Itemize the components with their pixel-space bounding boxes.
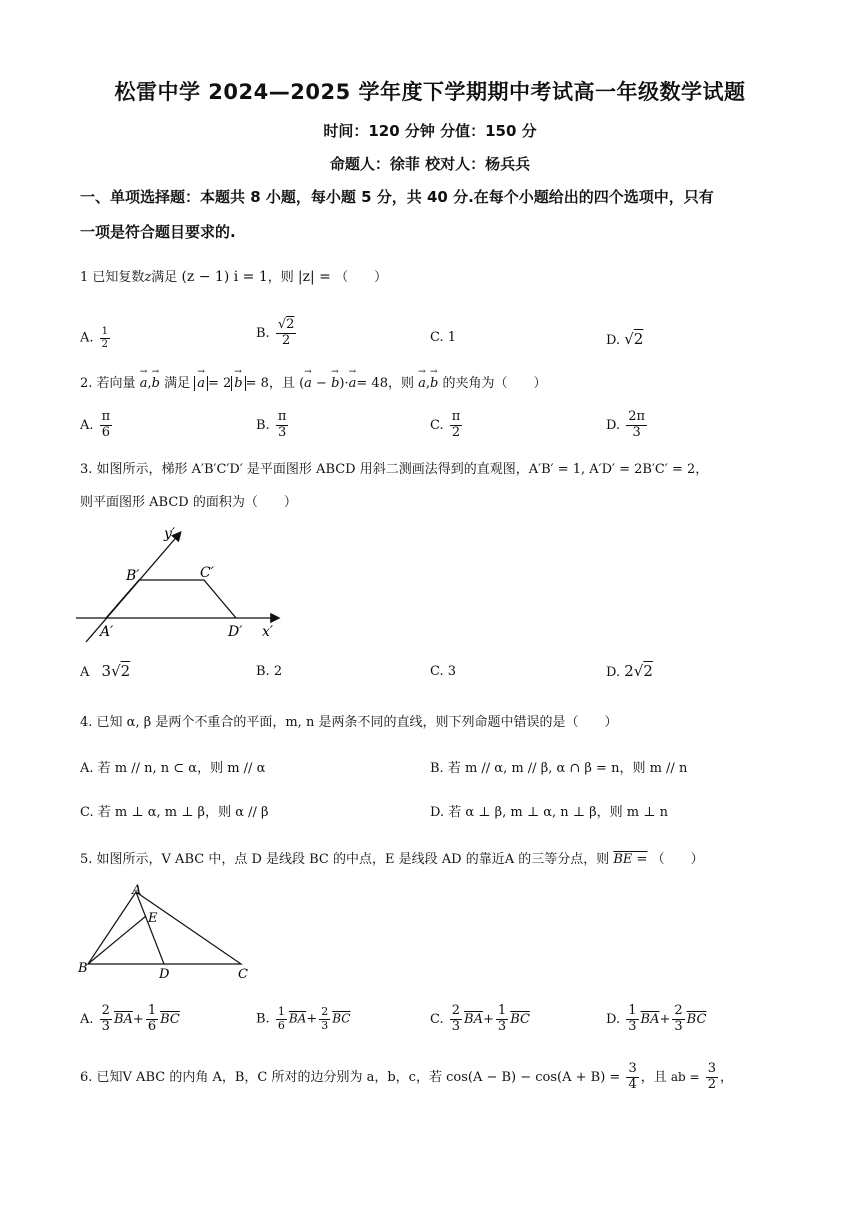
q1-option-d[interactable]: D. √2 xyxy=(606,330,644,348)
question-6: 6. 已知V ABC 的内角 A，B，C 所对的边分别为 a，b，c，若 cos(A − B) − cos(A + B) = $\frac{3}{4}$ ，且 ab = $\frac{3}{2}$ ， xyxy=(80,1061,734,1092)
option-label: B. xyxy=(256,417,270,433)
q5-triangle-figure xyxy=(76,882,266,982)
question-1 xyxy=(80,266,800,285)
q2-b-fraction: $\frac{\pi}{3}$ xyxy=(277,409,287,440)
q6-ab: ab = xyxy=(670,1069,700,1084)
trapezoid xyxy=(106,580,236,618)
label-a: A′ xyxy=(100,624,114,640)
q2-text: 若向量 xyxy=(96,376,136,391)
q5-target: BE = xyxy=(613,852,648,867)
q2-eq3: = 48 xyxy=(356,376,388,391)
q6-text: 6. 已知V ABC 的内角 A，B，C 所对的边分别为 a，b，c，若 cos(A − B) − cos(A + B) = xyxy=(80,1069,621,1085)
q3-option-a[interactable]: A 3√2 xyxy=(80,662,131,680)
option-label: B. xyxy=(256,325,270,341)
option-label: D. xyxy=(606,665,621,680)
q3-option-c[interactable]: C. 3 xyxy=(430,664,457,679)
q1-option-c[interactable]: C. 1 xyxy=(430,330,457,345)
option-label: A. xyxy=(80,417,94,433)
label-c: C xyxy=(238,967,248,982)
triangle-abc xyxy=(88,892,241,964)
question-3-line1: 3. 如图所示，梯形 A′B′C′D′ 是平面图形 ABCD 用斜二测画法得到的直观图，A′B′ = 1, A′D′ = 2B′C′ = 2， xyxy=(80,462,709,477)
q2-option-a[interactable] xyxy=(80,410,114,441)
q1-a-fraction: $\frac{1}{2}$ xyxy=(101,326,109,350)
q1-number: 1 xyxy=(80,270,89,285)
question-2: 2. 若向量 → a,→ b 满足 → a = 2 → b = 8，且 (→ a − → b)·→ a= 48，则 → a,→ b 的夹角为（ ） xyxy=(80,372,800,391)
q1-text-b: 满足 xyxy=(151,270,178,285)
time-score: 时间：120 分钟 分值：150 分 xyxy=(323,122,537,140)
q2-number: 2. xyxy=(80,376,93,391)
q3-option-b[interactable]: B. 2 xyxy=(256,664,283,679)
q4-option-b[interactable]: B. 若 m // α, m // β, α ∩ β = n，则 m // n xyxy=(430,761,688,776)
q5-option-c[interactable]: C. $\frac{2}{3}$ $\overline{BA}+$ $\frac{1}{3}$ $\overline{BC}$ xyxy=(430,1003,530,1034)
q5-option-d[interactable]: D. $\frac{1}{3}$ $\overline{BA}+$ $\frac{2}{3}$ $\overline{BC}$ xyxy=(606,1003,707,1034)
q2-a-fraction: $\frac{\pi}{6}$ xyxy=(101,409,111,440)
label-b: B xyxy=(78,961,88,976)
option-label: D. xyxy=(606,1011,621,1027)
q2-text-d: ，则 xyxy=(387,376,414,391)
q3-trapezoid-figure xyxy=(76,520,286,645)
q2-text-e: 的夹角为（ ） xyxy=(442,376,547,391)
option-label: D. xyxy=(606,417,621,433)
q2-text-b: 满足 xyxy=(164,376,191,391)
q1-text-c: ，则 xyxy=(267,270,294,285)
question-4: 4. 已知 α, β 是两个不重合的平面，m, n 是两条不同的直线，则下列命题中错误的是（ ） xyxy=(80,715,618,730)
q2-eq1: = 2 xyxy=(208,376,232,391)
q3-option-d[interactable]: D. 2√2 xyxy=(606,662,653,680)
label-y: y′ xyxy=(164,526,176,542)
q1-equation: (z − 1) i = 1 xyxy=(181,269,268,285)
q4-option-a[interactable]: A. 若 m // n, n ⊂ α，则 m // α xyxy=(80,761,266,776)
option-label: A. xyxy=(80,330,94,346)
q2-option-b[interactable] xyxy=(256,410,290,441)
label-x: x′ xyxy=(262,624,274,640)
label-e: E xyxy=(148,911,158,926)
q5-paren: （ ） xyxy=(651,852,704,867)
q5-text: 5. 如图所示，V ABC 中，点 D 是线段 BC 的中点，E 是线段 AD 的靠近A 的三等分点，则 xyxy=(80,852,610,867)
label-d: D xyxy=(159,967,170,982)
q2-option-c[interactable] xyxy=(430,410,464,441)
q1-paren: （ ） xyxy=(335,270,388,285)
segment-be xyxy=(88,916,146,964)
q6-text-b: ，且 xyxy=(640,1069,667,1085)
section-heading-line1: 一、单项选择题：本题共 8 小题，每小题 5 分，共 40 分.在每个小题给出的四个选项中，只有 xyxy=(80,188,714,206)
option-label: C. xyxy=(430,417,444,433)
section-heading-line2: 一项是符合题目要求的. xyxy=(80,223,236,241)
section-heading xyxy=(80,182,780,247)
q4-option-d[interactable]: D. 若 α ⊥ β, m ⊥ α, n ⊥ β，则 m ⊥ n xyxy=(430,805,668,820)
q5-option-b[interactable]: B. $\frac{1}{6}$ $\overline{BA}+$ $\frac{2}{3}$ $\overline{BC}$ xyxy=(256,1005,351,1032)
q1-b-fraction: $\frac{√2}{2}$ xyxy=(277,317,295,348)
q2-d-fraction: $\frac{2\pi}{3}$ xyxy=(628,409,646,440)
q5-option-a[interactable]: A. $\frac{2}{3}$ $\overline{BA}+$ $\frac{1}{6}$ $\overline{BC}$ xyxy=(80,1003,180,1034)
label-a: A xyxy=(132,883,142,898)
option-label: A. xyxy=(80,1011,94,1027)
label-c: C′ xyxy=(200,565,214,581)
q2-text-c: ，且 xyxy=(268,376,295,391)
q1-ask: |z| = xyxy=(297,269,331,285)
question-3-line2: 则平面图形 ABCD 的面积为（ ） xyxy=(80,495,297,510)
option-label: C. xyxy=(430,1011,444,1027)
label-d: D′ xyxy=(228,624,243,640)
q1-var: z xyxy=(144,270,152,285)
question-5 xyxy=(80,848,800,867)
q2-eq2: = 8 xyxy=(245,376,269,391)
q1-option-b[interactable] xyxy=(256,318,298,349)
q1-option-a[interactable] xyxy=(80,326,112,350)
exam-title: 松雷中学 2024—2025 学年度下学期期中考试高一年级数学试题 xyxy=(114,80,746,104)
q1-text: 已知复数 xyxy=(92,270,145,285)
option-label: D. xyxy=(606,333,621,348)
q2-c-fraction: $\frac{\pi}{2}$ xyxy=(451,409,461,440)
q4-option-c[interactable]: C. 若 m ⊥ α, m ⊥ β，则 α // β xyxy=(80,805,269,820)
option-label: B. xyxy=(256,1011,270,1027)
authors: 命题人：徐菲 校对人：杨兵兵 xyxy=(329,155,531,173)
q2-option-d[interactable] xyxy=(606,410,649,441)
option-label: A xyxy=(80,665,90,680)
segment-ad xyxy=(136,892,164,964)
label-b: B′ xyxy=(126,568,140,584)
